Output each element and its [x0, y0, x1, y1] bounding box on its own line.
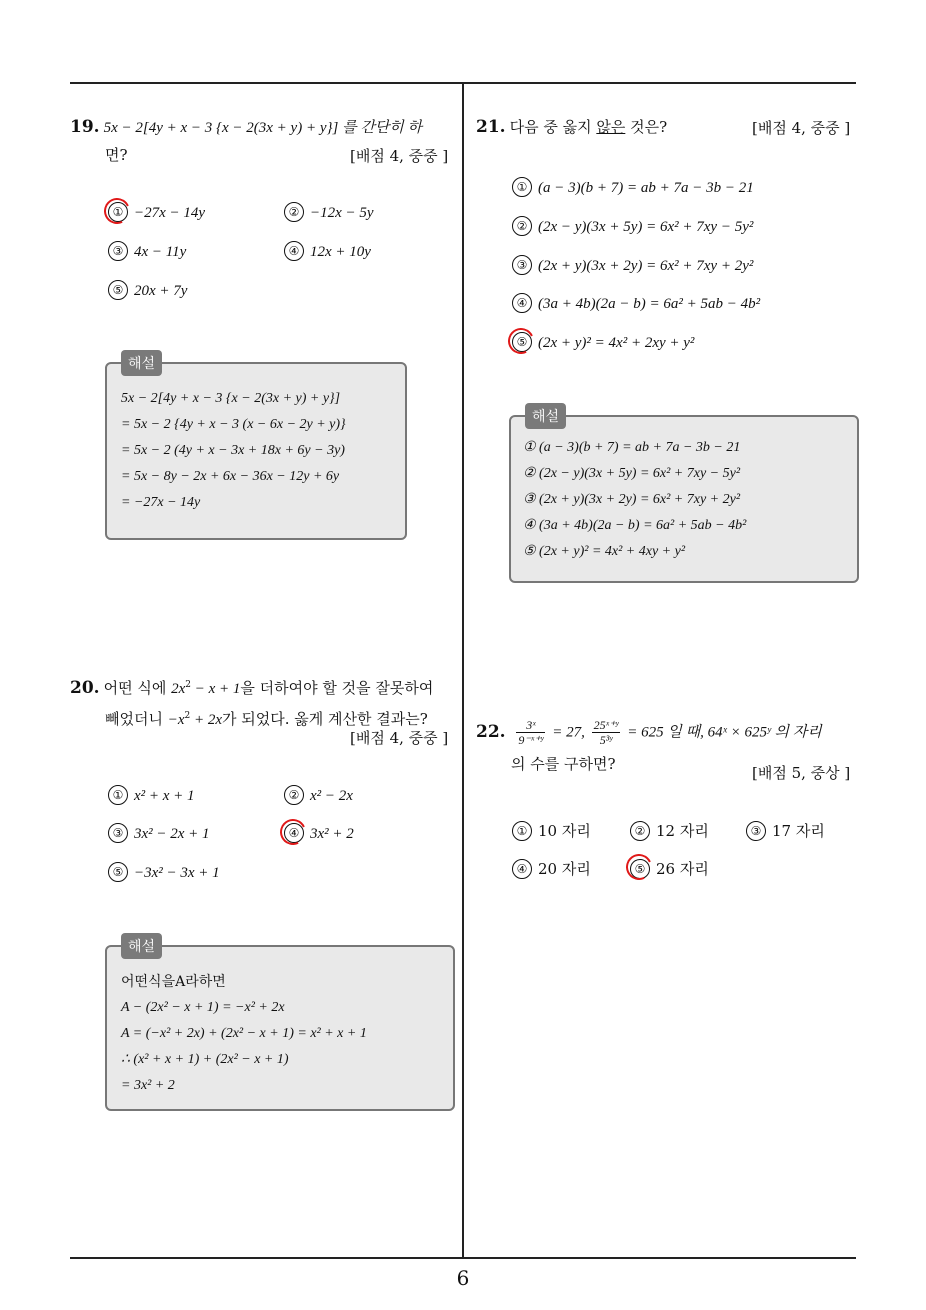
option-number: ④ [284, 241, 304, 261]
score-label: [배점 4, 중중 ] [752, 119, 851, 137]
fraction: $\frac{\text{3ˣ}}{\text{9⁻ˣ⁺ʸ}}$ [518, 718, 544, 747]
option-5[interactable]: ⑤ −3x² − 3x + 1 [108, 862, 220, 882]
solution-line: ④ (3a + 4b)(2a − b) = 6a² + 5ab − 4b² [523, 518, 747, 533]
solution-line: = 3x² + 2 [121, 1078, 175, 1093]
answer-mark [504, 324, 537, 357]
option-number: ③ [108, 241, 128, 261]
option-number: ② [512, 216, 532, 236]
solution-lines [523, 435, 746, 565]
option-number: ④ [284, 823, 304, 843]
fraction: $\frac{\text{25ˣ⁺ʸ}}{\text{5³ʸ}}$ [593, 718, 619, 747]
option-number: ④ [512, 293, 532, 313]
option-number: ② [284, 202, 304, 222]
option-number: ⑤ [630, 859, 650, 879]
option-3[interactable]: ③ 17 자리 [746, 820, 825, 841]
option-1[interactable]: ① (a − 3)(b + 7) = ab + 7a − 3b − 21 [512, 177, 754, 197]
option-2[interactable]: ② −12x − 5y [284, 202, 374, 222]
option-2[interactable]: ② (2x − y)(3x + 5y) = 6x² + 7xy − 5y² [512, 216, 753, 236]
solution-line: 5x − 2[4y + x − 3 {x − 2(3x + y) + y}] [121, 391, 341, 406]
option-4[interactable]: ④ 20 자리 [512, 858, 591, 879]
option-5[interactable]: ⑤ (2x + y)² = 4x² + 2xy + y² [512, 332, 694, 352]
score-label: [배점 5, 중상 ] [752, 764, 851, 782]
option-number: ② [630, 821, 650, 841]
solution-line: ∴ (x² + x + 1) + (2x² − x + 1) [121, 1052, 289, 1067]
option-number: ① [512, 821, 532, 841]
question-number: 21. [476, 117, 506, 137]
question-21: 21. 다음 중 옳지 않은 것은? [476, 117, 668, 137]
option-number: ① [108, 202, 128, 222]
solution-box [105, 356, 407, 540]
option-4[interactable]: ④ 12x + 10y [284, 241, 371, 261]
bottom-rule [70, 1257, 856, 1259]
question-number: 19. [70, 117, 100, 137]
option-4[interactable]: ④ 3x² + 2 [284, 823, 354, 843]
solution-box [509, 409, 859, 583]
solution-line: ③ (2x + y)(3x + 2y) = 6x² + 7xy + 2y² [523, 492, 741, 507]
solution-line: = 5x − 2 (4y + x − 3x + 18x + 6y − 3y) [121, 443, 345, 458]
column-divider [462, 83, 464, 1259]
answer-mark [100, 194, 133, 227]
option-5[interactable]: ⑤ 26 자리 [630, 858, 709, 879]
option-number: ③ [746, 821, 766, 841]
question-text: 5x − 2[4y + x − 3 {x − 2(3x + y) + y}] 를 간단히 하 [103, 120, 423, 136]
solution-line: 어떤식을A라하면 [121, 974, 226, 990]
question-number: 20. [70, 678, 100, 698]
option-3[interactable]: ③ (2x + y)(3x + 2y) = 6x² + 7xy + 2y² [512, 255, 753, 275]
option-3[interactable]: ③ 4x − 11y [108, 241, 186, 261]
solution-tag: 해설 [525, 403, 566, 429]
page-number: 6 [456, 1266, 470, 1290]
option-number: ⑤ [108, 280, 128, 300]
solution-line: A − (2x² − x + 1) = −x² + 2x [121, 1000, 285, 1015]
option-1[interactable]: ① x² + x + 1 [108, 785, 195, 805]
solution-lines [121, 969, 367, 1099]
option-1[interactable]: ① −27x − 14y [108, 202, 205, 222]
solution-box [105, 939, 455, 1111]
option-number: ⑤ [108, 862, 128, 882]
solution-line: A = (−x² + 2x) + (2x² − x + 1) = x² + x + 1 [121, 1026, 367, 1041]
solution-line: ② (2x − y)(3x + 5y) = 6x² + 7xy − 5y² [523, 466, 741, 481]
question-22: 22. $\frac{\text{3ˣ}}{\text{9⁻ˣ⁺ʸ}}$ = 27, $\frac{\text{25ˣ⁺ʸ}}{\text{5³ʸ}}$ = 625 일 때, 64ˣ × 625ʸ 의 자리 의 수를 구하면? [476, 718, 822, 778]
question-text-cont: 의 수를 구하면? [511, 755, 616, 773]
score-label: [배점 4, 중중 ] [350, 147, 449, 165]
option-number: ① [108, 785, 128, 805]
solution-line: = 5x − 2 {4y + x − 3 (x − 6x − 2y + y)} [121, 417, 346, 432]
option-2[interactable]: ② 12 자리 [630, 820, 709, 841]
solution-tag: 해설 [121, 350, 162, 376]
option-number: ⑤ [512, 332, 532, 352]
solution-line: ① (a − 3)(b + 7) = ab + 7a − 3b − 21 [523, 440, 741, 455]
solution-line: = −27x − 14y [121, 495, 201, 510]
option-number: ④ [512, 859, 532, 879]
score-label: [배점 4, 중중 ] [350, 729, 449, 747]
question-number: 22. [476, 721, 506, 742]
option-number: ③ [512, 255, 532, 275]
question-20: 20. 어떤 식에 $2x^2 - x + 1$을 더하여야 할 것을 잘못하여 빼었더니 $-x^2 + 2x$가 되었다. 옳게 계산한 결과는? [70, 678, 434, 728]
question-text-cont: 면? [105, 146, 128, 164]
answer-mark [276, 815, 309, 848]
solution-lines [121, 386, 346, 516]
emphasis-underline: 않은 [596, 118, 626, 136]
solution-tag: 해설 [121, 933, 162, 959]
option-number: ① [512, 177, 532, 197]
option-3[interactable]: ③ 3x² − 2x + 1 [108, 823, 210, 843]
option-1[interactable]: ① 10 자리 [512, 820, 591, 841]
solution-line: ⑤ (2x + y)² = 4x² + 4xy + y² [523, 544, 686, 559]
option-4[interactable]: ④ (3a + 4b)(2a − b) = 6a² + 5ab − 4b² [512, 293, 760, 313]
option-number: ② [284, 785, 304, 805]
solution-line: = 5x − 8y − 2x + 6x − 36x − 12y + 6y [121, 469, 340, 484]
option-2[interactable]: ② x² − 2x [284, 785, 353, 805]
option-number: ③ [108, 823, 128, 843]
option-5[interactable]: ⑤ 20x + 7y [108, 280, 187, 300]
